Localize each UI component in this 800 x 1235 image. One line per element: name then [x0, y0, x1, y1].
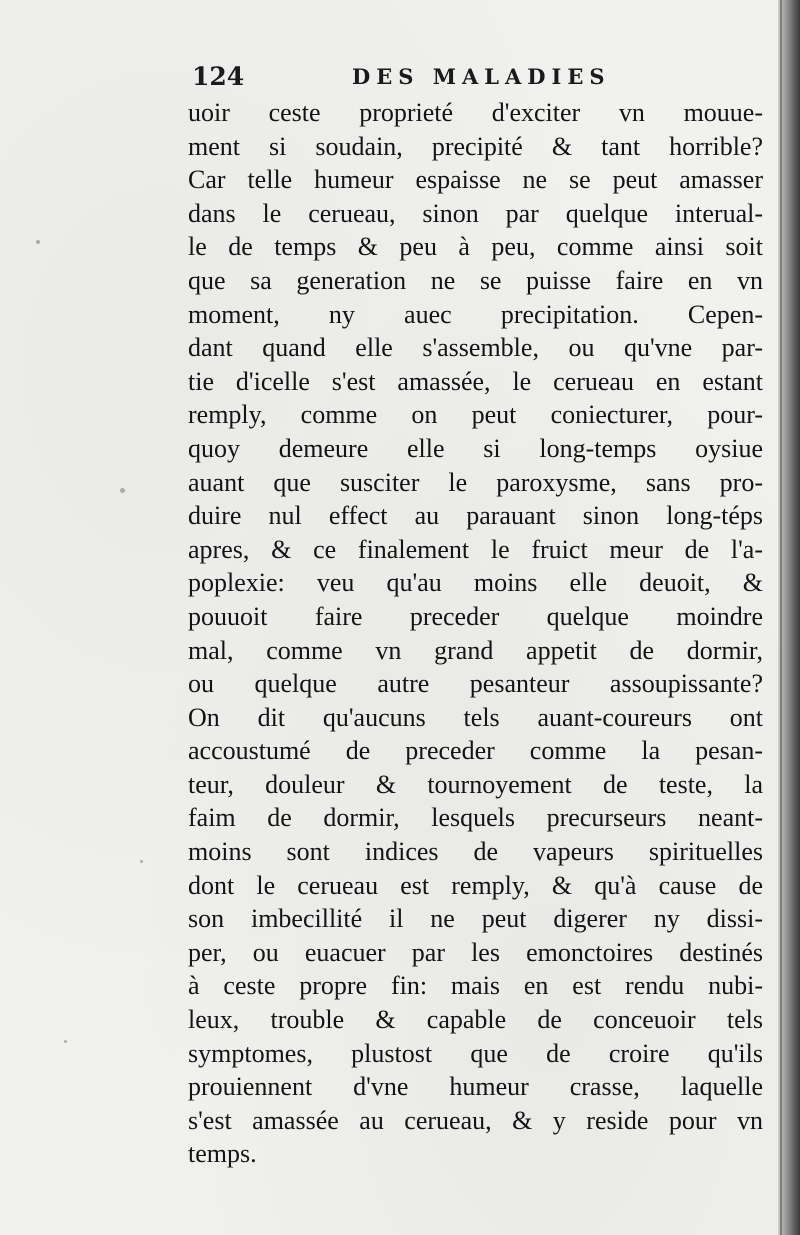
text-line: pouuoit faire preceder quelque moindre — [188, 601, 763, 631]
text-line: On dit qu'aucuns tels auant-coureurs ont — [188, 702, 763, 732]
text-line: faim de dormir, lesquels precurseurs neant- — [188, 803, 763, 833]
text-line: duire nul effect au parauant sinon long-téps — [188, 501, 763, 531]
text-line: dont le cerueau est remply, & qu'à cause de — [188, 870, 763, 900]
text-line: tie d'icelle s'est amassée, le cerueau en estant — [188, 366, 763, 396]
text-line: leux, trouble & capable de conceuoir tels — [188, 1005, 763, 1035]
text-line: auant que susciter le paroxysme, sans pro- — [188, 467, 763, 497]
text-line: son imbecillité il ne peut digerer ny dissi- — [188, 904, 763, 934]
text-line: temps. — [188, 1139, 257, 1169]
text-line: poplexie: veu qu'au moins elle deuoit, & — [188, 568, 763, 598]
ink-speck — [64, 1040, 67, 1043]
text-line: moment, ny auec precipitation. Cepen- — [188, 299, 763, 329]
gutter-edge — [780, 0, 782, 1235]
text-line: à ceste propre fin: mais en est rendu nubi- — [188, 971, 763, 1001]
text-line: teur, douleur & tournoyement de teste, la — [188, 769, 763, 799]
running-head — [192, 62, 762, 94]
text-line: que sa generation ne se puisse faire en vn — [188, 265, 763, 295]
text-line: apres, & ce finalement le fruict meur de l'a- — [188, 534, 763, 564]
text-line: le de temps & peu à peu, comme ainsi soit — [188, 232, 763, 262]
text-line: uoir ceste proprieté d'exciter vn mouue- — [188, 98, 763, 127]
text-line: ou quelque autre pesanteur assoupissante? — [188, 669, 763, 699]
ink-speck — [140, 860, 143, 863]
text-line: dans le cerueau, sinon par quelque interual- — [188, 198, 763, 228]
ink-speck — [120, 488, 125, 493]
text-line: quoy demeure elle si long-temps oysiue — [188, 433, 763, 463]
ink-speck — [36, 240, 40, 244]
text-line: mal, comme vn grand appetit de dormir, — [188, 635, 763, 665]
page-number: 124 — [192, 62, 245, 91]
text-line: s'est amassée au cerueau, & y reside pour vn — [188, 1105, 763, 1135]
text-line: per, ou euacuer par les emonctoires destinés — [188, 937, 763, 967]
text-line: prouiennent d'vne humeur crasse, laquelle — [188, 1072, 763, 1102]
text-line: Car telle humeur espaisse ne se peut amasser — [188, 165, 763, 195]
text-line: accoustumé de preceder comme la pesan- — [188, 736, 763, 766]
text-line: symptomes, plustost que de croire qu'ils — [188, 1038, 763, 1068]
text-line: moins sont indices de vapeurs spirituelles — [188, 837, 763, 867]
text-line: remply, comme on peut coniecturer, pour- — [188, 400, 763, 430]
text-line: ment si soudain, precipité & tant horrible? — [188, 131, 763, 161]
body-text — [188, 96, 763, 1171]
text-line: dant quand elle s'assemble, ou qu'vne par- — [188, 333, 763, 363]
running-title: DES MALADIES — [352, 64, 611, 89]
